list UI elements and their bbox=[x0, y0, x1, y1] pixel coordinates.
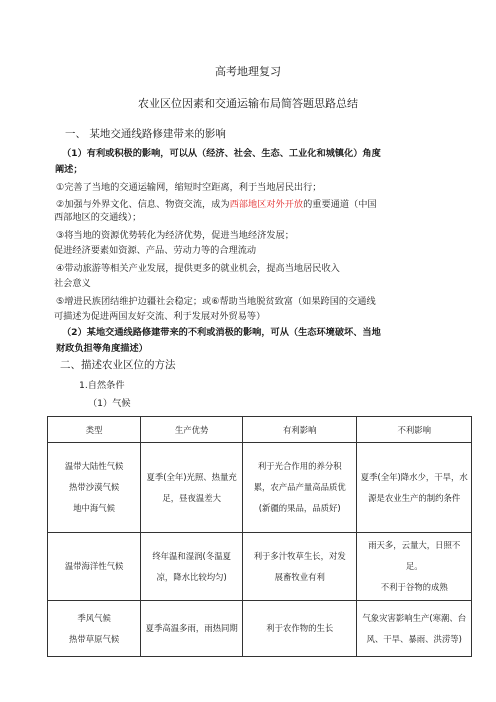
point-2-highlight: 西部地区对外开放 bbox=[229, 199, 304, 210]
point-2 bbox=[56, 199, 377, 211]
doc-title: 高考地理复习 bbox=[215, 65, 281, 78]
cell-negative bbox=[357, 443, 472, 533]
cell-line: 利于农作物的生长 bbox=[266, 623, 334, 633]
cell-line: 地中海气候 bbox=[73, 503, 116, 513]
table-header-row bbox=[48, 417, 472, 443]
cell-line: 温带海洋性气候 bbox=[64, 561, 124, 571]
point-4: ④带动旅游等相关产业发展，提供更多的就业机会，提高当地居民收入 bbox=[56, 263, 340, 274]
cell-line: 温带大陆性气候 bbox=[64, 461, 124, 471]
cell-line: 累，农产品产量高品质优 bbox=[253, 482, 346, 492]
subsection-climate: （1）气候 bbox=[88, 398, 131, 409]
item-2-heading: （2）某地交通线路修建带来的不利或消极的影响，可从（生态环境破坏、当地 bbox=[62, 327, 381, 338]
point-5: ⑤增进民族团结维护边疆社会稳定；或⑥帮助当地脱贫致富（如果跨国的交通线 bbox=[56, 296, 376, 307]
table-row bbox=[48, 601, 472, 657]
section-2-heading: 二、描述农业区位的方法 bbox=[60, 359, 176, 371]
cell-positive bbox=[243, 533, 357, 601]
cell-line: 夏季(全年)降水少，干旱，水 bbox=[360, 471, 468, 482]
cell-negative bbox=[357, 601, 472, 657]
point-3: ③将当地的资源优势转化为经济优势，促进当地经济发展； bbox=[56, 230, 294, 241]
subsection-natural: 1.自然条件 bbox=[79, 380, 125, 391]
cell-line: 热带草原气候 bbox=[69, 633, 120, 644]
cell-line: 夏季高温多雨，雨热同期 bbox=[145, 623, 238, 633]
cell-type bbox=[48, 443, 141, 533]
cell-advantage bbox=[141, 601, 243, 657]
table-row bbox=[48, 443, 472, 533]
cell-line: 季风气候 bbox=[77, 612, 111, 623]
cell-line: 利于光合作用的养分积 bbox=[257, 461, 342, 471]
cell-line: 热带沙漠气候 bbox=[69, 482, 120, 492]
header-advantage: 生产优势 bbox=[141, 417, 243, 443]
cell-negative bbox=[357, 533, 472, 601]
cell-line: 终年温和湿润(冬温夏 bbox=[152, 550, 231, 561]
item-2-heading-cont: 财政负担等角度描述） bbox=[56, 343, 148, 354]
table-row bbox=[48, 533, 472, 601]
header-positive: 有利影响 bbox=[243, 417, 357, 443]
section-1-heading: 一、 某地交通线路修建带来的影响 bbox=[65, 128, 226, 140]
cell-positive bbox=[243, 443, 357, 533]
cell-type bbox=[48, 533, 141, 601]
cell-line: 气象灾害影响生产(寒潮、台 bbox=[362, 612, 467, 623]
cell-type bbox=[48, 601, 141, 657]
cell-line: 展畜牧业有利 bbox=[274, 571, 325, 582]
cell-positive bbox=[243, 601, 357, 657]
doc-subtitle: 农业区位因素和交通运输布局简答题思路总结 bbox=[138, 97, 358, 110]
cell-line: 不利于谷物的成熟 bbox=[380, 582, 448, 592]
item-1-heading: （1）有利或积极的影响，可以从（经济、社会、生态、工业化和城镇化）角度 bbox=[62, 148, 381, 159]
header-type: 类型 bbox=[48, 417, 141, 443]
cell-line: 足，昼夜温差大 bbox=[162, 492, 221, 503]
item-1-heading-cont: 阐述； bbox=[55, 164, 83, 175]
point-5-cont: 可描述为促进两国友好交流、利于发展对外贸易等） bbox=[54, 311, 266, 322]
cell-advantage bbox=[141, 533, 243, 601]
cell-line: (新疆的果品，品质好) bbox=[258, 503, 341, 513]
cell-line: 风、干旱、暴雨、洪涝等) bbox=[366, 633, 462, 644]
cell-line: 源是农业生产的制约条件 bbox=[368, 492, 461, 503]
point-3-cont: 促进经济要素如资源、产品、劳动力等的合理流动 bbox=[54, 245, 257, 256]
cell-line: 利于多汁牧草生长，对发 bbox=[253, 550, 346, 561]
point-1: ①完善了当地的交通运输网，缩短时空距离，利于当地居民出行； bbox=[56, 182, 322, 193]
point-2-pre: ②加强与外界文化、信息、物资交流，成为 bbox=[56, 199, 230, 210]
cell-line: 夏季(全年)光照、热量充 bbox=[146, 471, 237, 482]
cell-line: 凉，降水比较均匀) bbox=[156, 571, 227, 582]
point-2-cont: 西部地区的交通线）； bbox=[54, 212, 142, 223]
point-4-cont: 社会意义 bbox=[54, 278, 91, 289]
point-2-post: 的重要通道（中国 bbox=[303, 199, 377, 210]
header-negative: 不利影响 bbox=[357, 417, 472, 443]
cell-line: 雨天多，云量大，日照不足。 bbox=[368, 540, 461, 571]
cell-advantage bbox=[141, 443, 243, 533]
climate-table bbox=[47, 416, 472, 657]
